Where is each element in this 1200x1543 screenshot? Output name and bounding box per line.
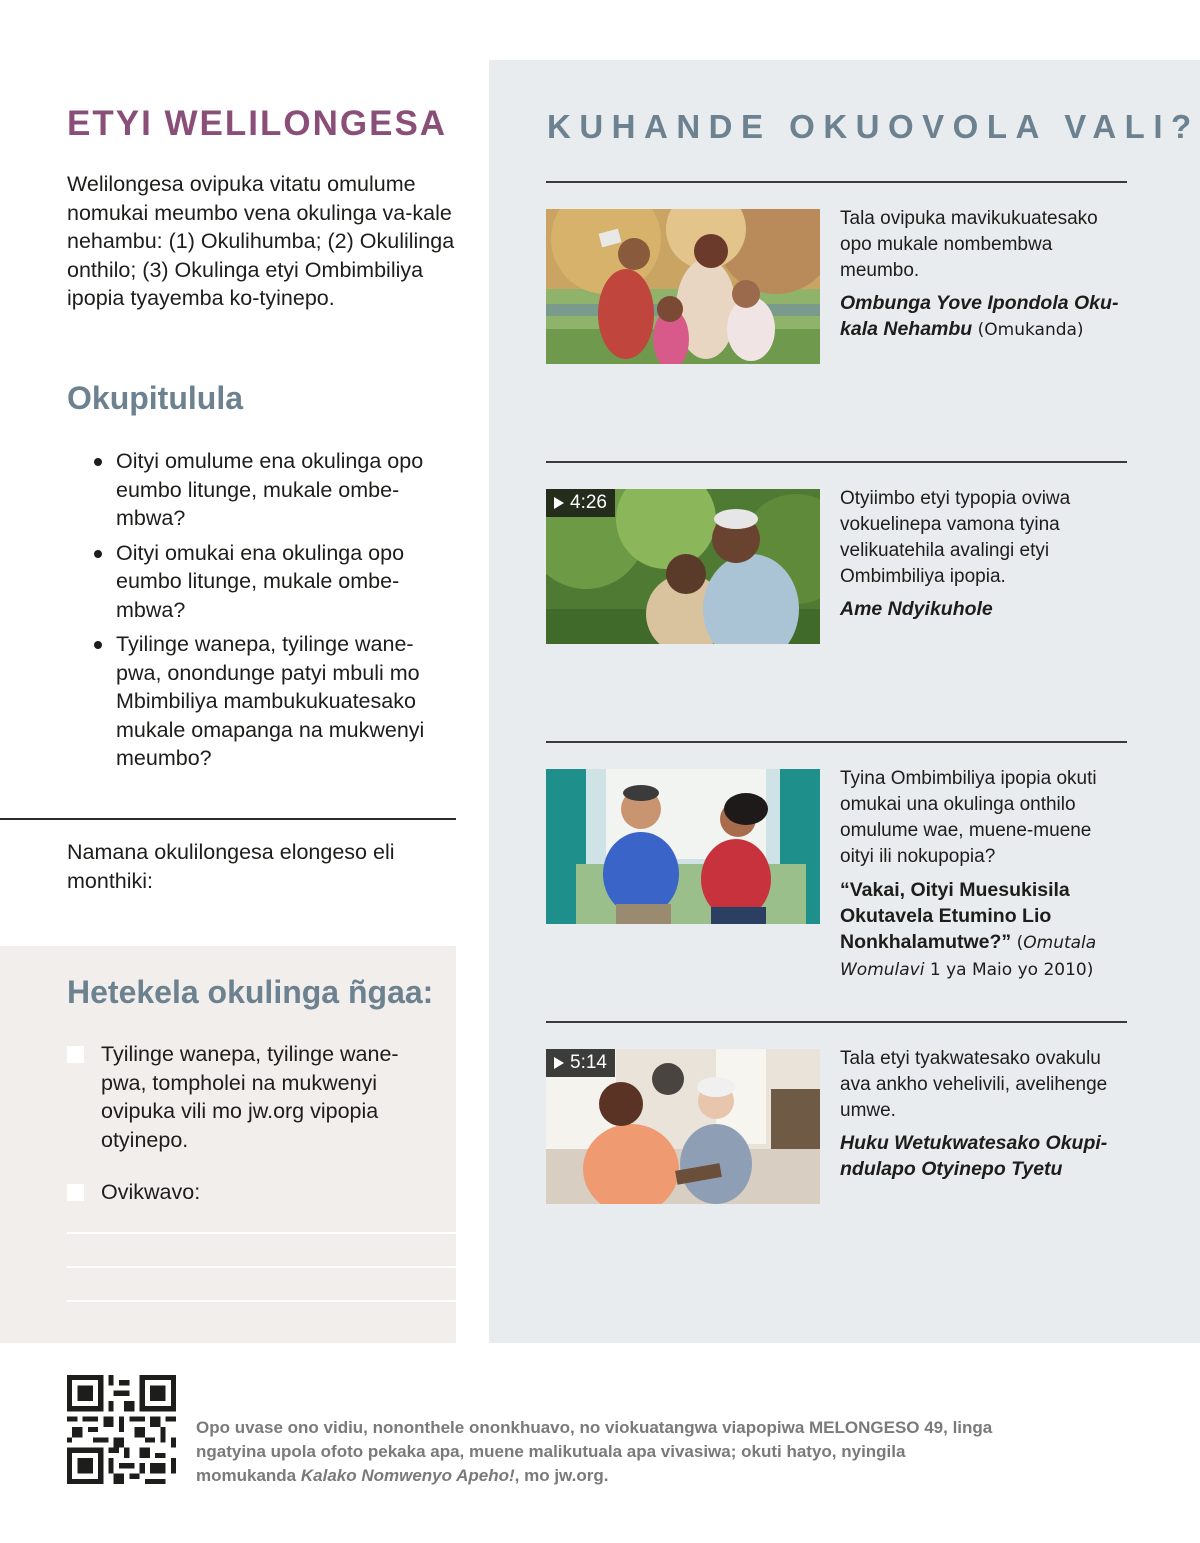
left-column (0, 0, 456, 1343)
family-selfie-photo[interactable] (546, 209, 820, 364)
video-duration: 5:14 (546, 1049, 615, 1077)
item-description: Tala ovipuka mavikukuatesako opo mukale nombembwa meumbo. (840, 208, 1098, 281)
divider (546, 461, 1127, 463)
checkbox[interactable] (67, 1184, 84, 1201)
next-lesson-text: Namana okulilongesa elongeso eli monthiki: (67, 840, 395, 893)
summary-title: ETYI WELILONGESA (67, 104, 448, 143)
item-reference[interactable]: Ame Ndyikuhole (840, 598, 993, 620)
qr-code-icon[interactable] (67, 1375, 176, 1484)
checkbox[interactable] (67, 1046, 84, 1063)
item-description: Tala etyi tyakwatesako ovakulu ava ankho vehelivili, avelihenge umwe. (840, 1048, 1108, 1121)
footer-text: Opo uvase ono vidiu, nononthele ononkhuavo, no viokuatangwa viapopiwa MELONGESO 49, linga ngatyina upola ofoto pekaka apa, muene malikutuala apa vivasiwa; okuti hatyo, nyingila momukanda Kalako Nomwenyo Apeho!, mo jw.org. (196, 1418, 993, 1485)
older-couple-reading-video[interactable] (546, 1049, 820, 1204)
explore-title: KUHANDE OKUOVOLA VALI? (547, 108, 1200, 145)
try-box (0, 946, 456, 1343)
review-title: Okupitulula (67, 380, 243, 416)
item-description: Tyina Ombimbiliya ipopia okuti omukai una okulinga onthilo omulume wae, muene-muene oityi ili nokupopia? (840, 768, 1097, 867)
review-item: Oityi omukai ena okulinga opo eumbo litunge, mukale ombe-mbwa? (92, 539, 452, 625)
try-item (67, 1040, 431, 1154)
item-description: Otyiimbo etyi typopia oviwa vokuelinepa vamona tyina velikuatehila avalingi etyi Ombimbiliya ipopia. (840, 488, 1071, 587)
write-line[interactable] (67, 1300, 456, 1302)
try-item-label: Tyilinge wanepa, tyilinge wane-pwa, tompholei na mukwenyi ovipuka vili mo jw.org vipopia otyinepo. (101, 1042, 399, 1152)
write-line[interactable] (67, 1232, 456, 1234)
play-icon (554, 1057, 564, 1069)
couple-talking-photo[interactable] (546, 769, 820, 924)
try-item-label: Ovikwavo: (101, 1180, 201, 1204)
divider (546, 1021, 1127, 1023)
item-reference[interactable]: Huku Wetukwatesako Okupi-ndulapo Otyinepo Tyetu (840, 1132, 1108, 1180)
play-icon (554, 497, 564, 509)
item-reference[interactable]: Ombunga Yove Ipondola Oku-kala Nehambu (Omukanda) (840, 292, 1119, 340)
elderly-couple-video[interactable] (546, 489, 820, 644)
try-item (67, 1178, 431, 1207)
item-reference[interactable]: “Vakai, Oityi Muesukisila Okutavela Etumino Lio Nonkhalamutwe?” (Omutala Womulavi 1 ya Maio yo 2010) (840, 879, 1097, 980)
review-item: Tyilinge wanepa, tyilinge wane-pwa, onondunge patyi mbuli mo Mbimbiliya mambukukuatesako mukale omapanga na mukwenyi meumbo? (92, 630, 452, 773)
review-item: Oityi omulume ena okulinga opo eumbo litunge, mukale ombe-mbwa? (92, 447, 452, 533)
review-list (92, 447, 452, 779)
divider (546, 741, 1127, 743)
write-line[interactable] (67, 1266, 456, 1268)
explore-panel (489, 60, 1200, 1343)
divider (0, 818, 456, 820)
try-title: Hetekela okulinga ñgaa: (67, 974, 434, 1010)
video-duration: 4:26 (546, 489, 615, 517)
divider (546, 181, 1127, 183)
summary-text: Welilongesa ovipuka vitatu omulume nomukai meumbo vena okulinga va-kale nehambu: (1) Okulihumba; (2) Okulilinga onthilo; (3) Okulinga etyi Ombimbiliya ipopia tyayemba ko-tyinepo. (67, 172, 455, 310)
